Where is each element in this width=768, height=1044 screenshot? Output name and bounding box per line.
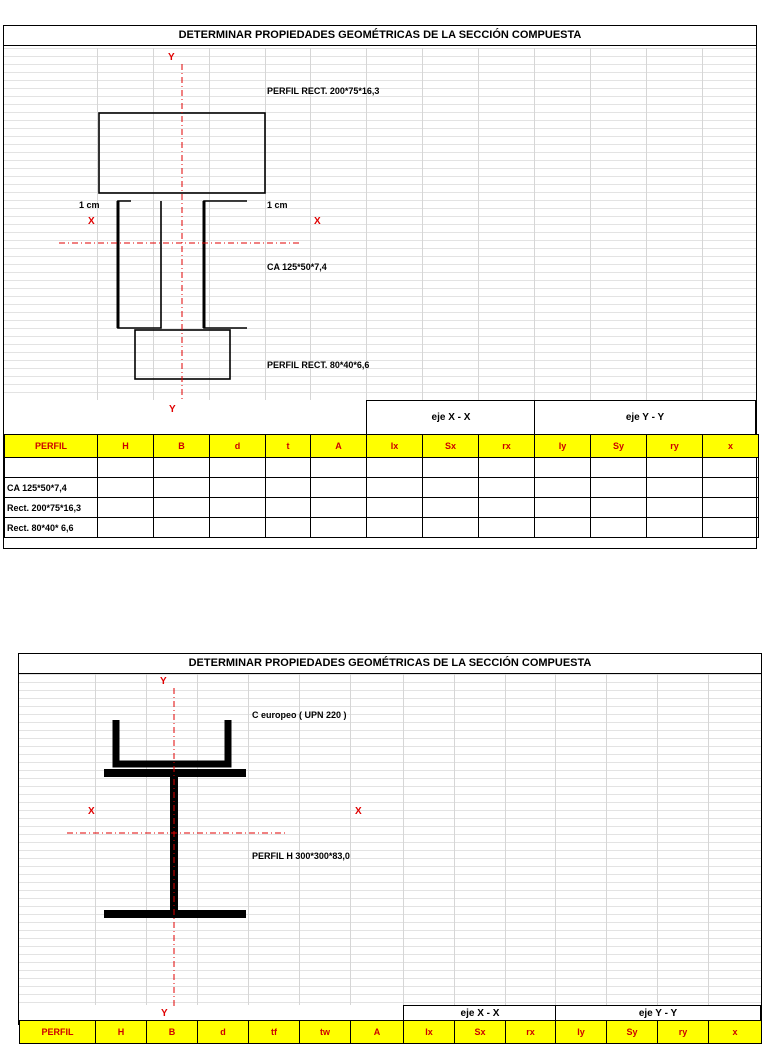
axis-y-label-top: Y	[168, 52, 175, 63]
group-header-axis-x: eje X - X	[366, 400, 536, 434]
value-cell[interactable]	[210, 518, 266, 538]
column-header: x	[709, 1021, 762, 1044]
table-row	[5, 458, 759, 478]
value-cell[interactable]	[647, 498, 703, 518]
column-header: tf	[249, 1021, 300, 1044]
profile-name-cell[interactable]	[5, 458, 98, 478]
value-cell[interactable]	[154, 498, 210, 518]
table-row	[5, 498, 759, 518]
column-header: ry	[647, 435, 703, 458]
column-header: A	[351, 1021, 404, 1044]
value-cell[interactable]	[154, 478, 210, 498]
column-header: t	[266, 435, 311, 458]
composite-section-drawing-2	[19, 654, 761, 1025]
h-section-bottom-flange	[104, 910, 246, 918]
value-cell[interactable]	[703, 518, 759, 538]
value-cell[interactable]	[479, 478, 535, 498]
value-cell[interactable]	[591, 518, 647, 538]
axis-y-label-bottom-2: Y	[161, 1008, 168, 1019]
axis-y-label-top-2: Y	[160, 676, 167, 687]
value-cell[interactable]	[535, 518, 591, 538]
value-cell[interactable]	[311, 458, 367, 478]
value-cell[interactable]	[535, 458, 591, 478]
value-cell[interactable]	[535, 478, 591, 498]
label-h-section: PERFIL H 300*300*83,0	[252, 851, 350, 861]
sheet-1	[3, 25, 757, 549]
label-rect-bottom: PERFIL RECT. 80*40*6,6	[267, 360, 370, 370]
value-cell[interactable]	[479, 498, 535, 518]
column-header: Iy	[535, 435, 591, 458]
value-cell[interactable]	[647, 518, 703, 538]
label-channel: CA 125*50*7,4	[267, 262, 327, 272]
column-header: rx	[479, 435, 535, 458]
column-header: d	[198, 1021, 249, 1044]
value-cell[interactable]	[266, 498, 311, 518]
column-header: B	[154, 435, 210, 458]
value-cell[interactable]	[423, 498, 479, 518]
properties-table-2	[19, 1020, 762, 1044]
value-cell[interactable]	[703, 498, 759, 518]
column-header: Sx	[423, 435, 479, 458]
sheet-1-title: DETERMINAR PROPIEDADES GEOMÉTRICAS DE LA SECCIÓN COMPUESTA	[4, 26, 756, 46]
value-cell[interactable]	[591, 478, 647, 498]
profile-name-cell[interactable]: Rect. 200*75*16,3	[5, 498, 98, 518]
group-header-axis-x-2: eje X - X	[403, 1005, 557, 1021]
column-header: PERFIL	[5, 435, 98, 458]
value-cell[interactable]	[154, 518, 210, 538]
value-cell[interactable]	[647, 458, 703, 478]
sheet-2	[18, 653, 762, 1037]
value-cell[interactable]	[210, 478, 266, 498]
channel-right	[204, 201, 247, 328]
column-header: PERFIL	[20, 1021, 96, 1044]
value-cell[interactable]	[98, 458, 154, 478]
column-header: Ix	[367, 435, 423, 458]
value-cell[interactable]	[210, 498, 266, 518]
label-gap-left: 1 cm	[79, 200, 100, 210]
profile-name-cell[interactable]: Rect. 80*40* 6,6	[5, 518, 98, 538]
column-header: x	[703, 435, 759, 458]
column-header: A	[311, 435, 367, 458]
column-header: Iy	[556, 1021, 607, 1044]
value-cell[interactable]	[98, 518, 154, 538]
group-header-axis-y: eje Y - Y	[534, 400, 756, 434]
value-cell[interactable]	[367, 518, 423, 538]
value-cell[interactable]	[266, 518, 311, 538]
axis-y-label-bottom: Y	[169, 404, 176, 415]
value-cell[interactable]	[479, 518, 535, 538]
value-cell[interactable]	[535, 498, 591, 518]
value-cell[interactable]	[423, 458, 479, 478]
value-cell[interactable]	[367, 478, 423, 498]
profile-name-cell[interactable]: CA 125*50*7,4	[5, 478, 98, 498]
table-row	[5, 518, 759, 538]
column-header: Ix	[404, 1021, 455, 1044]
column-header: H	[98, 435, 154, 458]
column-header: B	[147, 1021, 198, 1044]
column-header: tw	[300, 1021, 351, 1044]
axis-x-label-left-2: X	[88, 806, 95, 817]
value-cell[interactable]	[266, 478, 311, 498]
table-row	[5, 478, 759, 498]
channel-left	[118, 201, 161, 328]
column-header: rx	[506, 1021, 556, 1044]
value-cell[interactable]	[311, 478, 367, 498]
axis-x-label-right-2: X	[355, 806, 362, 817]
column-header: Sy	[591, 435, 647, 458]
value-cell[interactable]	[647, 478, 703, 498]
value-cell[interactable]	[154, 458, 210, 478]
value-cell[interactable]	[311, 498, 367, 518]
h-section-top-flange	[104, 769, 246, 777]
column-header: Sy	[607, 1021, 658, 1044]
sheet-2-title: DETERMINAR PROPIEDADES GEOMÉTRICAS DE LA SECCIÓN COMPUESTA	[19, 654, 761, 674]
group-header-axis-y-2: eje Y - Y	[555, 1005, 761, 1021]
value-cell[interactable]	[423, 478, 479, 498]
composite-section-drawing-1	[4, 26, 756, 426]
value-cell[interactable]	[591, 498, 647, 518]
column-header: H	[96, 1021, 147, 1044]
value-cell[interactable]	[703, 478, 759, 498]
column-header: d	[210, 435, 266, 458]
label-rect-top: PERFIL RECT. 200*75*16,3	[267, 86, 380, 96]
value-cell[interactable]	[367, 498, 423, 518]
column-header: Sx	[455, 1021, 506, 1044]
column-header: ry	[658, 1021, 709, 1044]
axis-x-label-right: X	[314, 216, 321, 227]
axis-x-label-left: X	[88, 216, 95, 227]
label-gap-right: 1 cm	[267, 200, 288, 210]
value-cell[interactable]	[591, 458, 647, 478]
value-cell[interactable]	[423, 518, 479, 538]
value-cell[interactable]	[367, 458, 423, 478]
value-cell[interactable]	[703, 458, 759, 478]
value-cell[interactable]	[98, 498, 154, 518]
label-upn-channel: C europeo ( UPN 220 )	[252, 710, 347, 720]
value-cell[interactable]	[210, 458, 266, 478]
upn-channel	[116, 720, 228, 764]
value-cell[interactable]	[479, 458, 535, 478]
properties-table-1	[4, 434, 759, 538]
value-cell[interactable]	[311, 518, 367, 538]
value-cell[interactable]	[266, 458, 311, 478]
value-cell[interactable]	[98, 478, 154, 498]
